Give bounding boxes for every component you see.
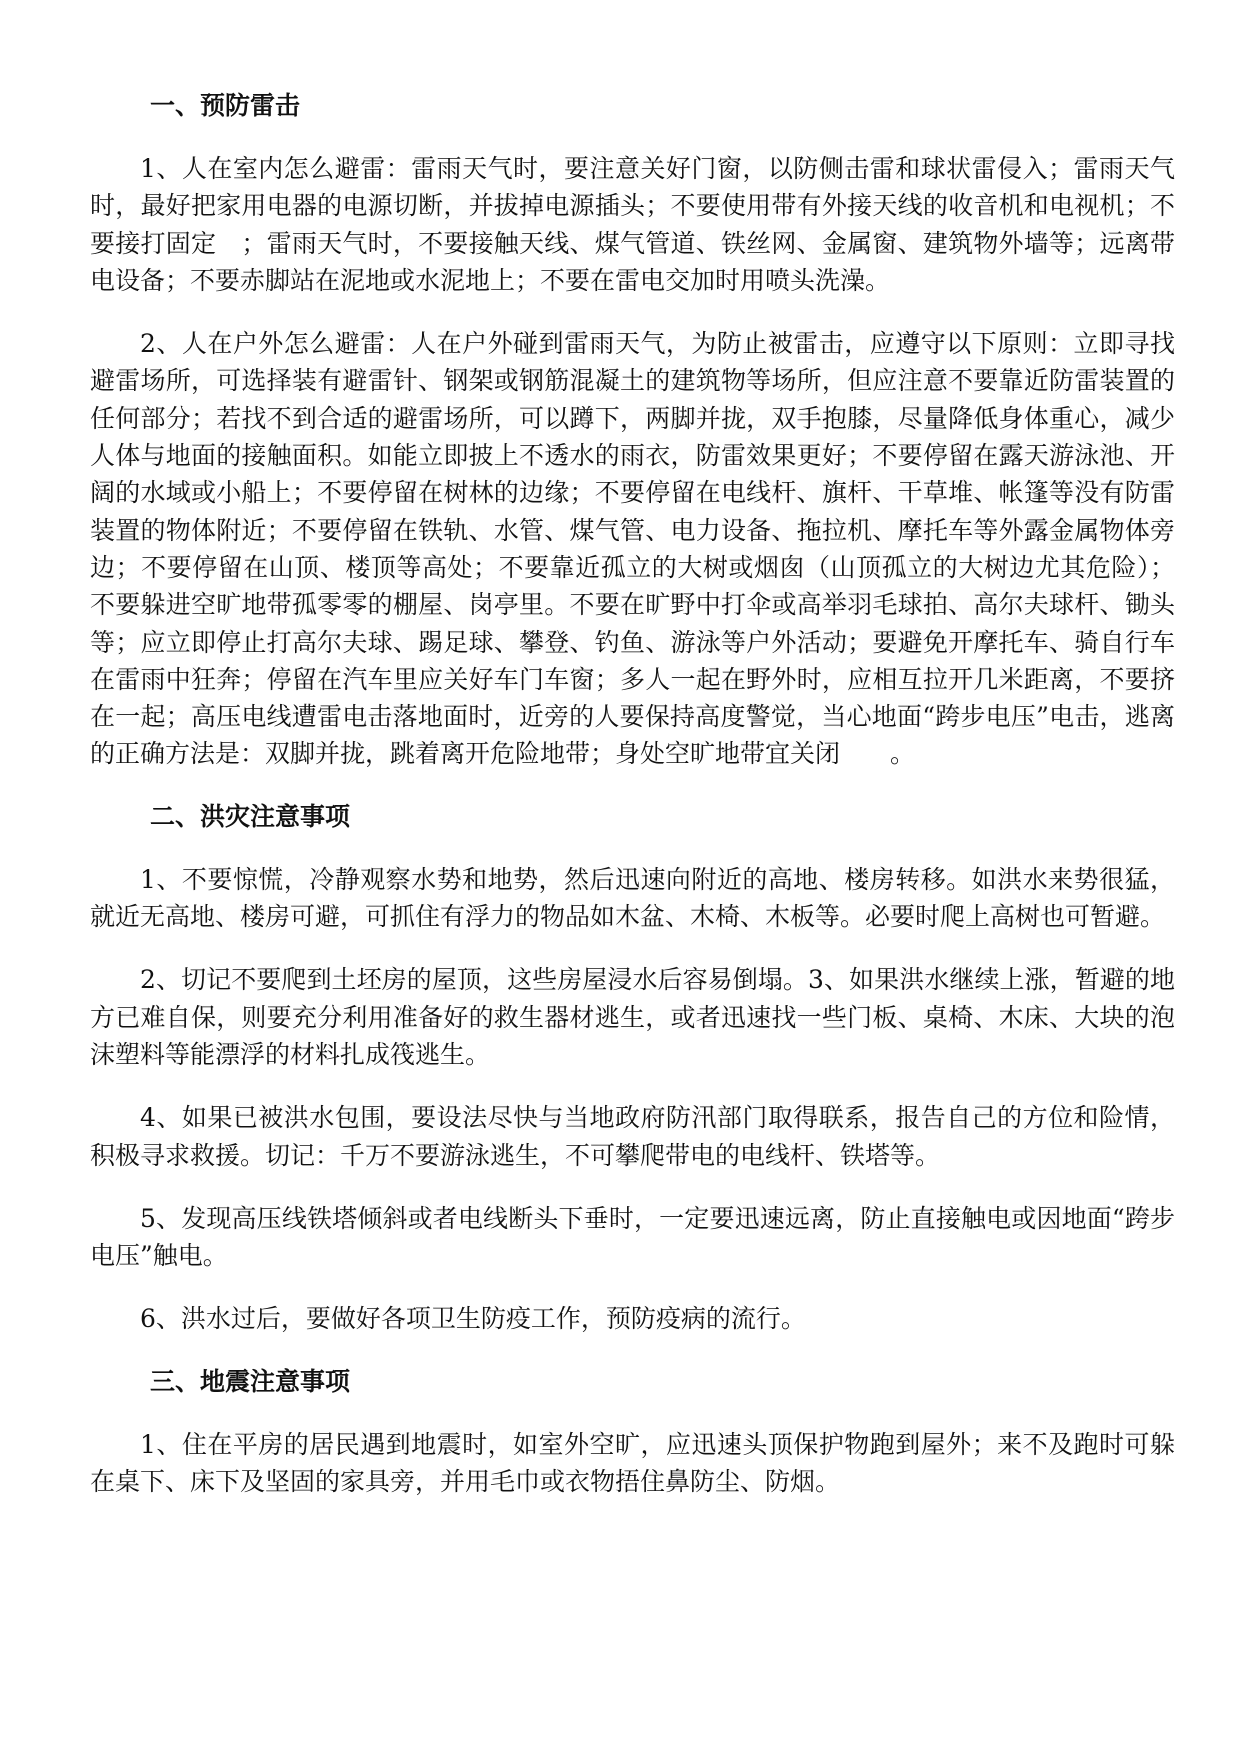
section-heading: 一、预防雷击: [150, 91, 301, 120]
section-earthquake: [90, 1364, 1175, 1501]
paragraph: 1、不要惊慌，冷静观察水势和地势，然后迅速向附近的高地、楼房转移。如洪水来势很猛，就近无高地、楼房可避，可抓住有浮力的物品如木盆、木椅、木板等。必要时爬上高树也可暂避。: [90, 864, 1175, 932]
section-flood: [90, 799, 1175, 1338]
section-heading: 二、洪灾注意事项: [150, 801, 351, 831]
paragraph: 6、洪水过后，要做好各项卫生防疫工作，预防疫病的流行。: [140, 1304, 806, 1334]
section-heading: 三、地震注意事项: [150, 1366, 351, 1396]
document-page: [90, 88, 1175, 1526]
paragraph: 2、切记不要爬到土坯房的屋顶，这些房屋浸水后容易倒塌。3、如果洪水继续上涨，暂避的地方已难自保，则要充分利用准备好的救生器材逃生，或者迅速找一些门板、桌椅、木床、大块的泡沫塑料等能漂浮的材料扎成筏逃生。: [90, 965, 1175, 1069]
paragraph: 2、人在户外怎么避雷：人在户外碰到雷雨天气，为防止被雷击，应遵守以下原则：立即寻找避雷场所，可选择装有避雷针、钢架或钢筋混凝土的建筑物等场所，但应注意不要靠近防雷装置的任何部分；若找不到合适的避雷场所，可以蹲下，两脚并拢，双手抱膝，尽量降低身体重心，减少人体与地面的接触面积。如能立即披上不透水的雨衣，防雷效果更好；不要停留在露天游泳池、开阔的水域或小船上；不要停留在树林的边缘；不要停留在电线杆、旗杆、干草堆、帐篷等没有防雷装置的物体附近；不要停留在铁轨、水管、煤气管、电力设备、拖拉机、摩托车等外露金属物体旁边；不要停留在山顶、楼顶等高处；不要靠近孤立的大树或烟囱（山顶孤立的大树边尤其危险）；不要躲进空旷地带孤零零的棚屋、岗亭里。不要在旷野中打伞或高举羽毛球拍、高尔夫球杆、锄头等；应立即停止打高尔夫球、踢足球、攀登、钓鱼、游泳等户外活动；要避免开摩托车、骑自行车在雷雨中狂奔；停留在汽车里应关好车门车窗；多人一起在野外时，应相互拉开几米距离，不要挤在一起；高压电线遭雷电击落地面时，近旁的人要保持高度警觉，当心地面“跨步电压”电击，逃离的正确方法是：双脚并拢，跳着离开危险地带；身处空旷地带宜关闭 。: [90, 329, 1175, 769]
paragraph: 4、如果已被洪水包围，要设法尽快与当地政府防汛部门取得联系，报告自己的方位和险情，积极寻求救援。切记：千万不要游泳逃生，不可攀爬带电的电线杆、铁塔等。: [90, 1103, 1175, 1170]
paragraph: 1、人在室内怎么避雷：雷雨天气时，要注意关好门窗，以防侧击雷和球状雷侵入；雷雨天气时，最好把家用电器的电源切断，并拔掉电源插头；不要使用带有外接天线的收音机和电视机；不要接打固定 ；雷雨天气时，不要接触天线、煤气管道、铁丝网、金属窗、建筑物外墙等；远离带电设备；不要赤脚站在泥地或水泥地上；不要在雷电交加时用喷头洗澡。: [90, 154, 1175, 295]
paragraph: 1、住在平房的居民遇到地震时，如室外空旷，应迅速头顶保护物跑到屋外；来不及跑时可躲在桌下、床下及坚固的家具旁，并用毛巾或衣物捂住鼻防尘、防烟。: [90, 1429, 1175, 1497]
paragraph: 5、发现高压线铁塔倾斜或者电线断头下垂时，一定要迅速远离，防止直接触电或因地面“跨步电压”触电。: [90, 1203, 1175, 1271]
section-lightning: [90, 88, 1175, 773]
